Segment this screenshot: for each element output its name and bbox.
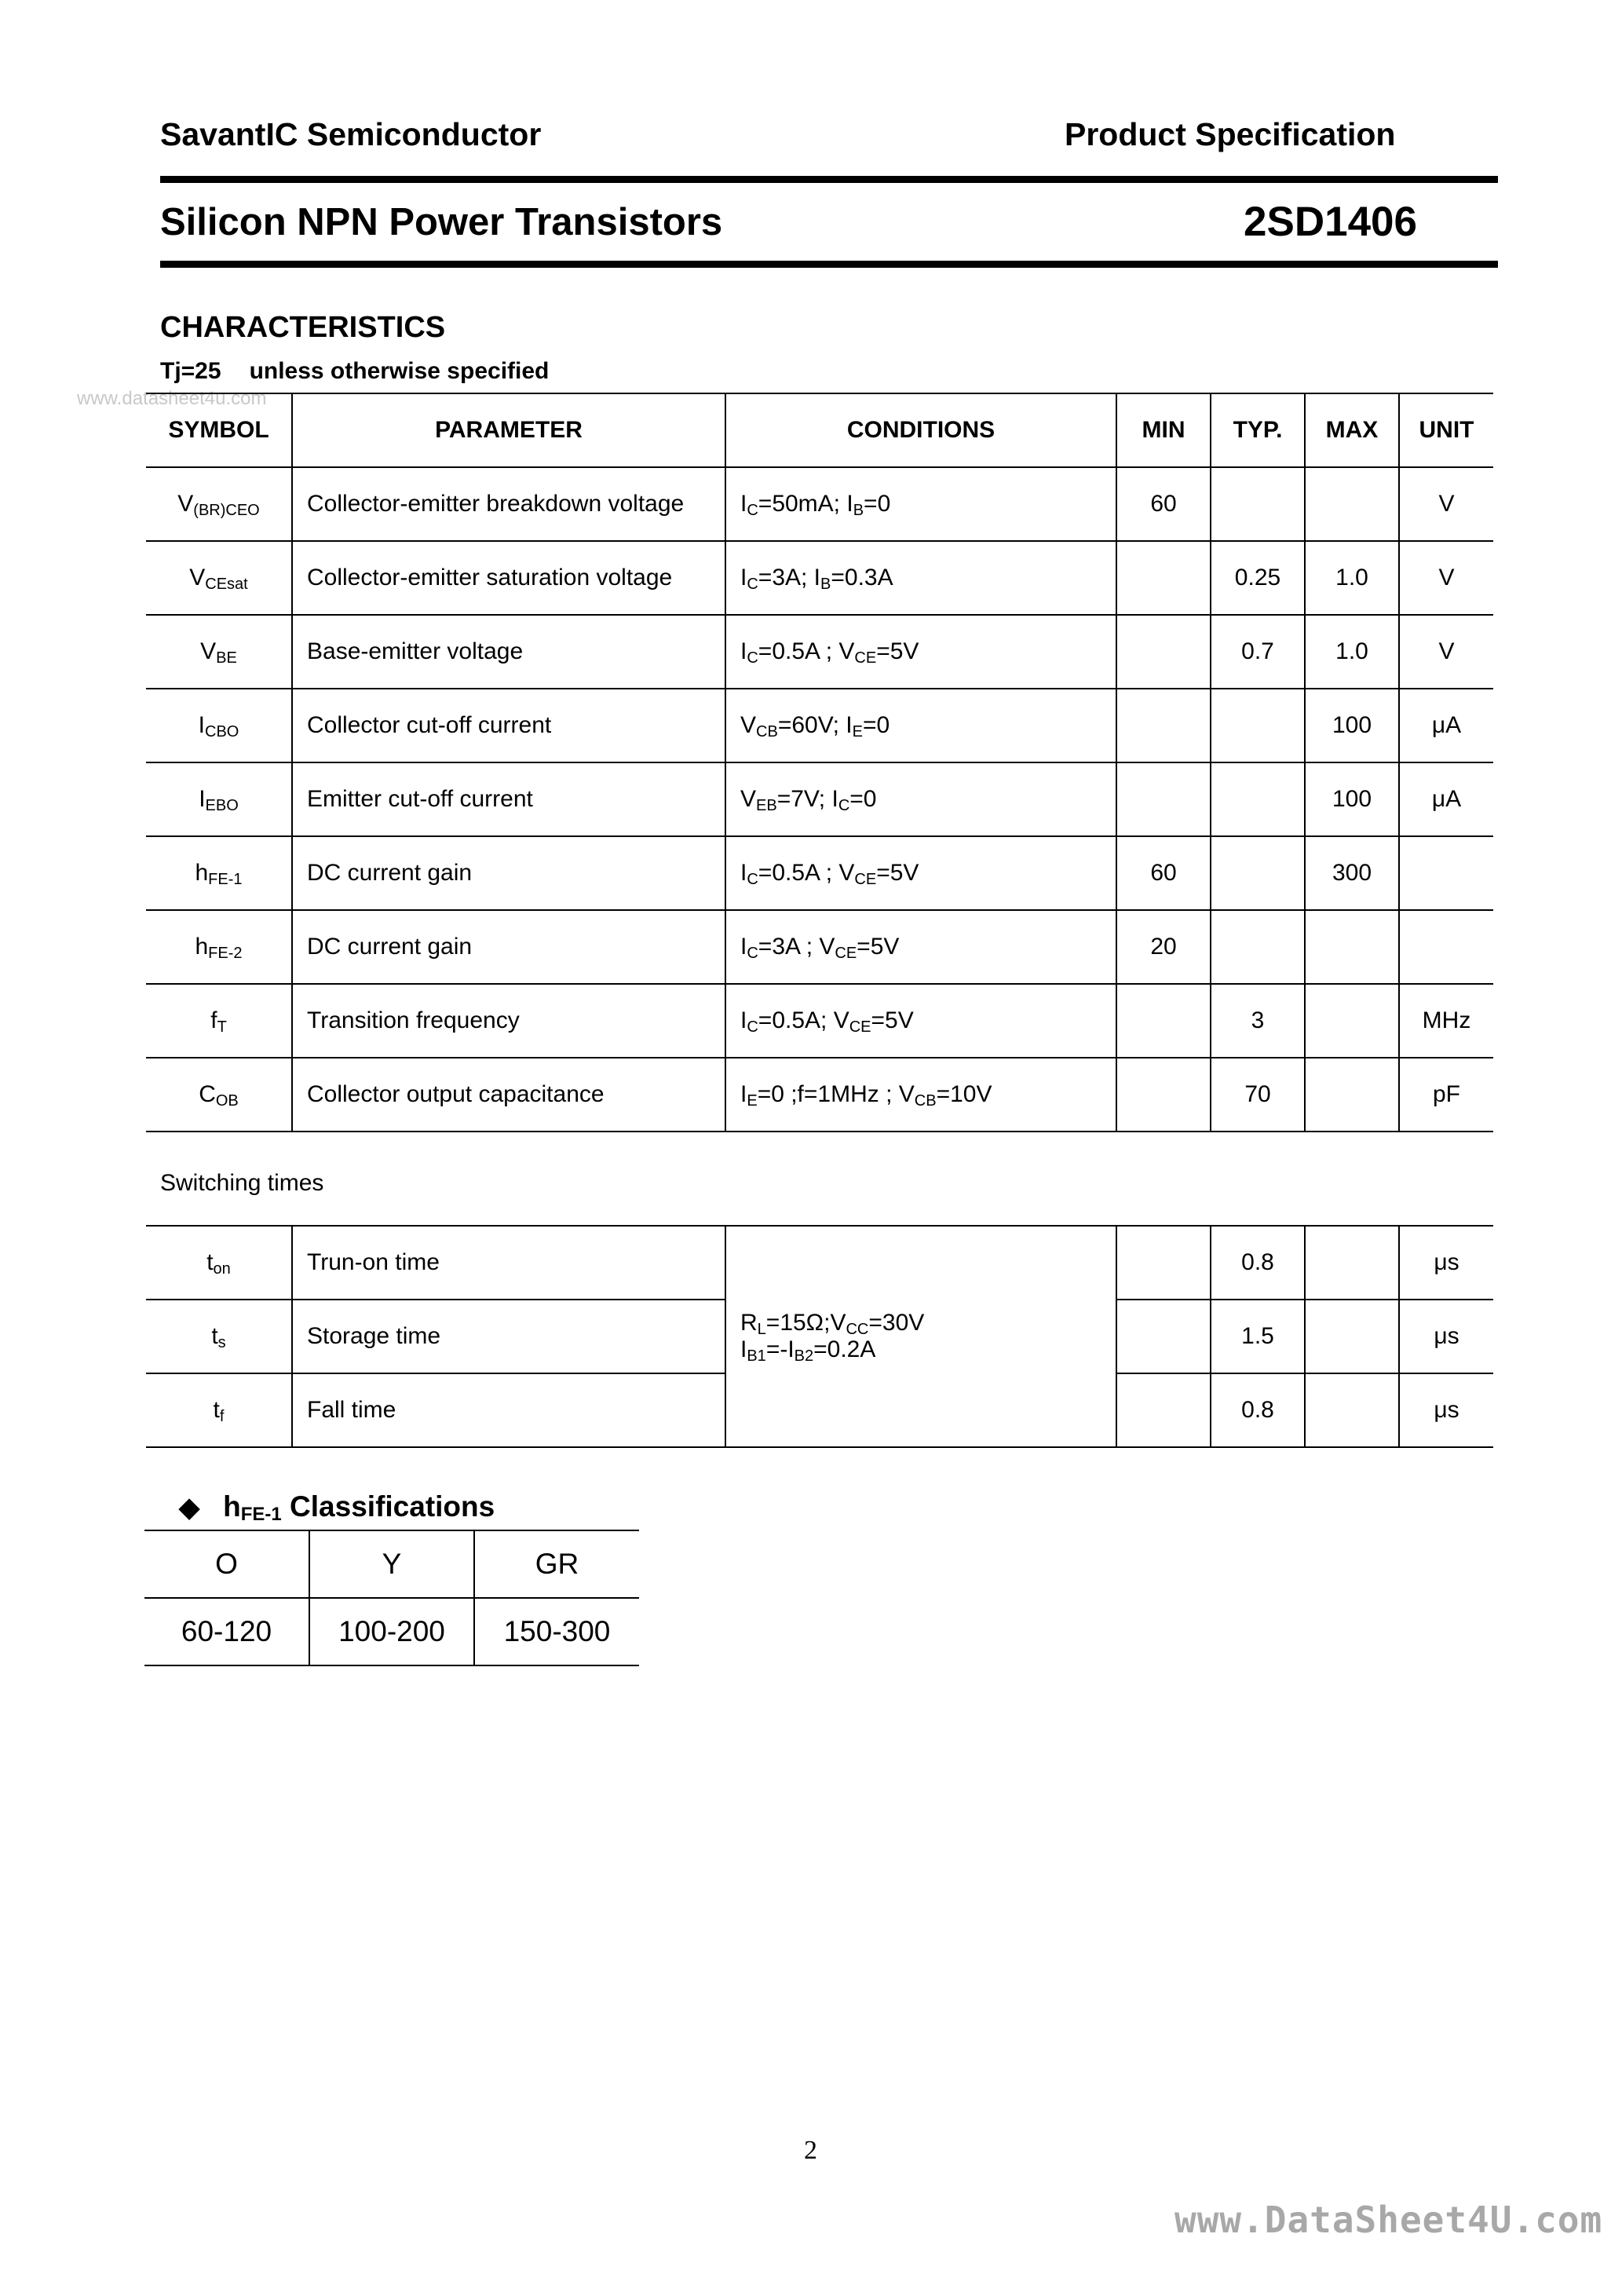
table-header-row xyxy=(146,393,1493,467)
cell-typ xyxy=(1211,836,1305,910)
document-type: Product Specification xyxy=(1065,116,1396,152)
classification-title-text: Classifications xyxy=(281,1490,495,1523)
cell-min xyxy=(1116,984,1211,1058)
cell-min xyxy=(1116,615,1211,689)
cell-max: 1.0 xyxy=(1305,615,1399,689)
cell-min: 60 xyxy=(1116,467,1211,541)
cell-symbol: $V_{CEsat}$ xyxy=(146,541,292,615)
cell-typ xyxy=(1211,689,1305,762)
cell-parameter: Trun-on time xyxy=(292,1226,725,1300)
company-name: SavantIC Semiconductor xyxy=(160,116,542,152)
cell-unit: MHz xyxy=(1399,984,1493,1058)
cell-typ: 0.7 xyxy=(1211,615,1305,689)
header-rule-bottom xyxy=(160,261,1498,268)
switching-table xyxy=(146,1225,1493,1448)
cell-min: 20 xyxy=(1116,910,1211,984)
cell-symbol: $V_{(BR)CEO}$ xyxy=(146,467,292,541)
cell-unit: V xyxy=(1399,615,1493,689)
class-range-y: 100-200 xyxy=(309,1598,474,1665)
cell-max xyxy=(1305,910,1399,984)
cell-symbol: $V_{BE}$ xyxy=(146,615,292,689)
header-rule-top xyxy=(160,176,1498,183)
table-row xyxy=(146,615,1493,689)
table-row xyxy=(146,467,1493,541)
cell-max: 100 xyxy=(1305,762,1399,836)
cell-conditions: $V_{EB}=7V$; $I_C=0$ xyxy=(725,762,1116,836)
cell-max xyxy=(1305,1058,1399,1132)
cell-parameter: Collector output capacitance xyxy=(292,1058,725,1132)
cell-min xyxy=(1116,689,1211,762)
cell-conditions: $I_C=0.5A$; $V_{CE}=5V$ xyxy=(725,984,1116,1058)
table-row xyxy=(146,689,1493,762)
cell-typ: 1.5 xyxy=(1211,1300,1305,1373)
cell-typ: 70 xyxy=(1211,1058,1305,1132)
switching-times-label: Switching times xyxy=(160,1170,324,1196)
class-grade-gr: GR xyxy=(474,1530,639,1598)
cell-max xyxy=(1305,467,1399,541)
table-row xyxy=(146,984,1493,1058)
cell-unit: V xyxy=(1399,541,1493,615)
cell-unit: μs xyxy=(1399,1300,1493,1373)
cell-unit: μs xyxy=(1399,1373,1493,1447)
cell-unit xyxy=(1399,910,1493,984)
cell-parameter: Fall time xyxy=(292,1373,725,1447)
cell-max xyxy=(1305,984,1399,1058)
characteristics-table xyxy=(146,393,1493,1132)
test-condition-note xyxy=(160,358,549,385)
condition-note-text: unless otherwise specified xyxy=(249,358,550,384)
cell-symbol: $t_f$ xyxy=(146,1373,292,1447)
diamond-bullet-icon: ◆ xyxy=(179,1493,200,1523)
part-number: 2SD1406 xyxy=(1244,199,1418,245)
cell-switching-conditions: $R_L=15\Omega;V_{CC}=30V$ $I_{B1}=-I_{B2}=0.2A$ xyxy=(725,1226,1116,1447)
header-unit: UNIT xyxy=(1399,393,1493,467)
cell-unit: μA xyxy=(1399,689,1493,762)
cell-parameter: Collector-emitter breakdown voltage xyxy=(292,467,725,541)
page-number: 2 xyxy=(804,2136,817,2165)
cell-parameter: Collector cut-off current xyxy=(292,689,725,762)
junction-temperature: Tj=25 xyxy=(160,358,221,384)
cell-typ xyxy=(1211,467,1305,541)
cell-conditions: $I_C=50mA$; $I_B=0$ xyxy=(725,467,1116,541)
cell-unit: μs xyxy=(1399,1226,1493,1300)
cell-max xyxy=(1305,1373,1399,1447)
table-row xyxy=(146,910,1493,984)
cell-symbol: $h_{FE-1}$ xyxy=(146,836,292,910)
cell-conditions: $V_{CB}=60V$; $I_E=0$ xyxy=(725,689,1116,762)
header-typ: TYP. xyxy=(1211,393,1305,467)
cell-conditions: $I_E=0$ ;f=1MHz ; $V_{CB}=10V$ xyxy=(725,1058,1116,1132)
switching-row xyxy=(146,1226,1493,1300)
cell-min xyxy=(1116,1058,1211,1132)
header-conditions: CONDITIONS xyxy=(725,393,1116,467)
cell-conditions: $I_C=0.5A$ ; $V_{CE}=5V$ xyxy=(725,836,1116,910)
classification-title xyxy=(179,1490,495,1523)
cell-typ: 0.8 xyxy=(1211,1373,1305,1447)
cell-parameter: Base-emitter voltage xyxy=(292,615,725,689)
cell-parameter: Emitter cut-off current xyxy=(292,762,725,836)
header-min: MIN xyxy=(1116,393,1211,467)
cell-min xyxy=(1116,1373,1211,1447)
cell-symbol: $f_T$ xyxy=(146,984,292,1058)
class-grade-y: Y xyxy=(309,1530,474,1598)
table-row xyxy=(146,836,1493,910)
cell-min xyxy=(1116,1226,1211,1300)
cell-max: 1.0 xyxy=(1305,541,1399,615)
cell-min: 60 xyxy=(1116,836,1211,910)
cell-unit: V xyxy=(1399,467,1493,541)
cell-parameter: Storage time xyxy=(292,1300,725,1373)
cell-max: 300 xyxy=(1305,836,1399,910)
cell-symbol: $t_s$ xyxy=(146,1300,292,1373)
watermark-top: www.datasheet4u.com xyxy=(77,388,267,409)
cell-conditions: $I_C=3A$ ; $V_{CE}=5V$ xyxy=(725,910,1116,984)
header-symbol: SYMBOL xyxy=(146,393,292,467)
classification-header-row xyxy=(144,1530,639,1598)
table-row xyxy=(146,541,1493,615)
cell-max xyxy=(1305,1226,1399,1300)
watermark-bottom: www.DataSheet4U.com xyxy=(1174,2199,1603,2241)
table-row xyxy=(146,1058,1493,1132)
cell-typ xyxy=(1211,910,1305,984)
class-range-gr: 150-300 xyxy=(474,1598,639,1665)
cell-parameter: Collector-emitter saturation voltage xyxy=(292,541,725,615)
cell-symbol: $t_{on}$ xyxy=(146,1226,292,1300)
header-max: MAX xyxy=(1305,393,1399,467)
class-range-o: 60-120 xyxy=(144,1598,309,1665)
cell-min xyxy=(1116,762,1211,836)
cell-typ xyxy=(1211,762,1305,836)
product-line: Silicon NPN Power Transistors xyxy=(160,201,723,243)
class-grade-o: O xyxy=(144,1530,309,1598)
classification-symbol: h xyxy=(223,1490,241,1523)
cell-parameter: Transition frequency xyxy=(292,984,725,1058)
cell-symbol: $C_{OB}$ xyxy=(146,1058,292,1132)
cell-typ: 0.25 xyxy=(1211,541,1305,615)
classification-value-row xyxy=(144,1598,639,1665)
cell-symbol: $I_{CBO}$ xyxy=(146,689,292,762)
cell-unit: μA xyxy=(1399,762,1493,836)
cell-typ: 3 xyxy=(1211,984,1305,1058)
cell-min xyxy=(1116,1300,1211,1373)
cell-symbol: $h_{FE-2}$ xyxy=(146,910,292,984)
classification-table xyxy=(144,1530,639,1666)
classification-symbol-sub: FE-1 xyxy=(240,1504,282,1525)
cell-symbol: $I_{EBO}$ xyxy=(146,762,292,836)
cell-typ: 0.8 xyxy=(1211,1226,1305,1300)
cell-parameter: DC current gain xyxy=(292,836,725,910)
table-row xyxy=(146,762,1493,836)
cell-conditions: $I_C=0.5A$ ; $V_{CE}=5V$ xyxy=(725,615,1116,689)
cell-parameter: DC current gain xyxy=(292,910,725,984)
cell-max: 100 xyxy=(1305,689,1399,762)
cell-max xyxy=(1305,1300,1399,1373)
cell-conditions: $I_C=3A$; $I_B=0.3A$ xyxy=(725,541,1116,615)
cell-unit xyxy=(1399,836,1493,910)
header-parameter: PARAMETER xyxy=(292,393,725,467)
cell-min xyxy=(1116,541,1211,615)
section-title: CHARACTERISTICS xyxy=(160,311,446,344)
cell-unit: pF xyxy=(1399,1058,1493,1132)
